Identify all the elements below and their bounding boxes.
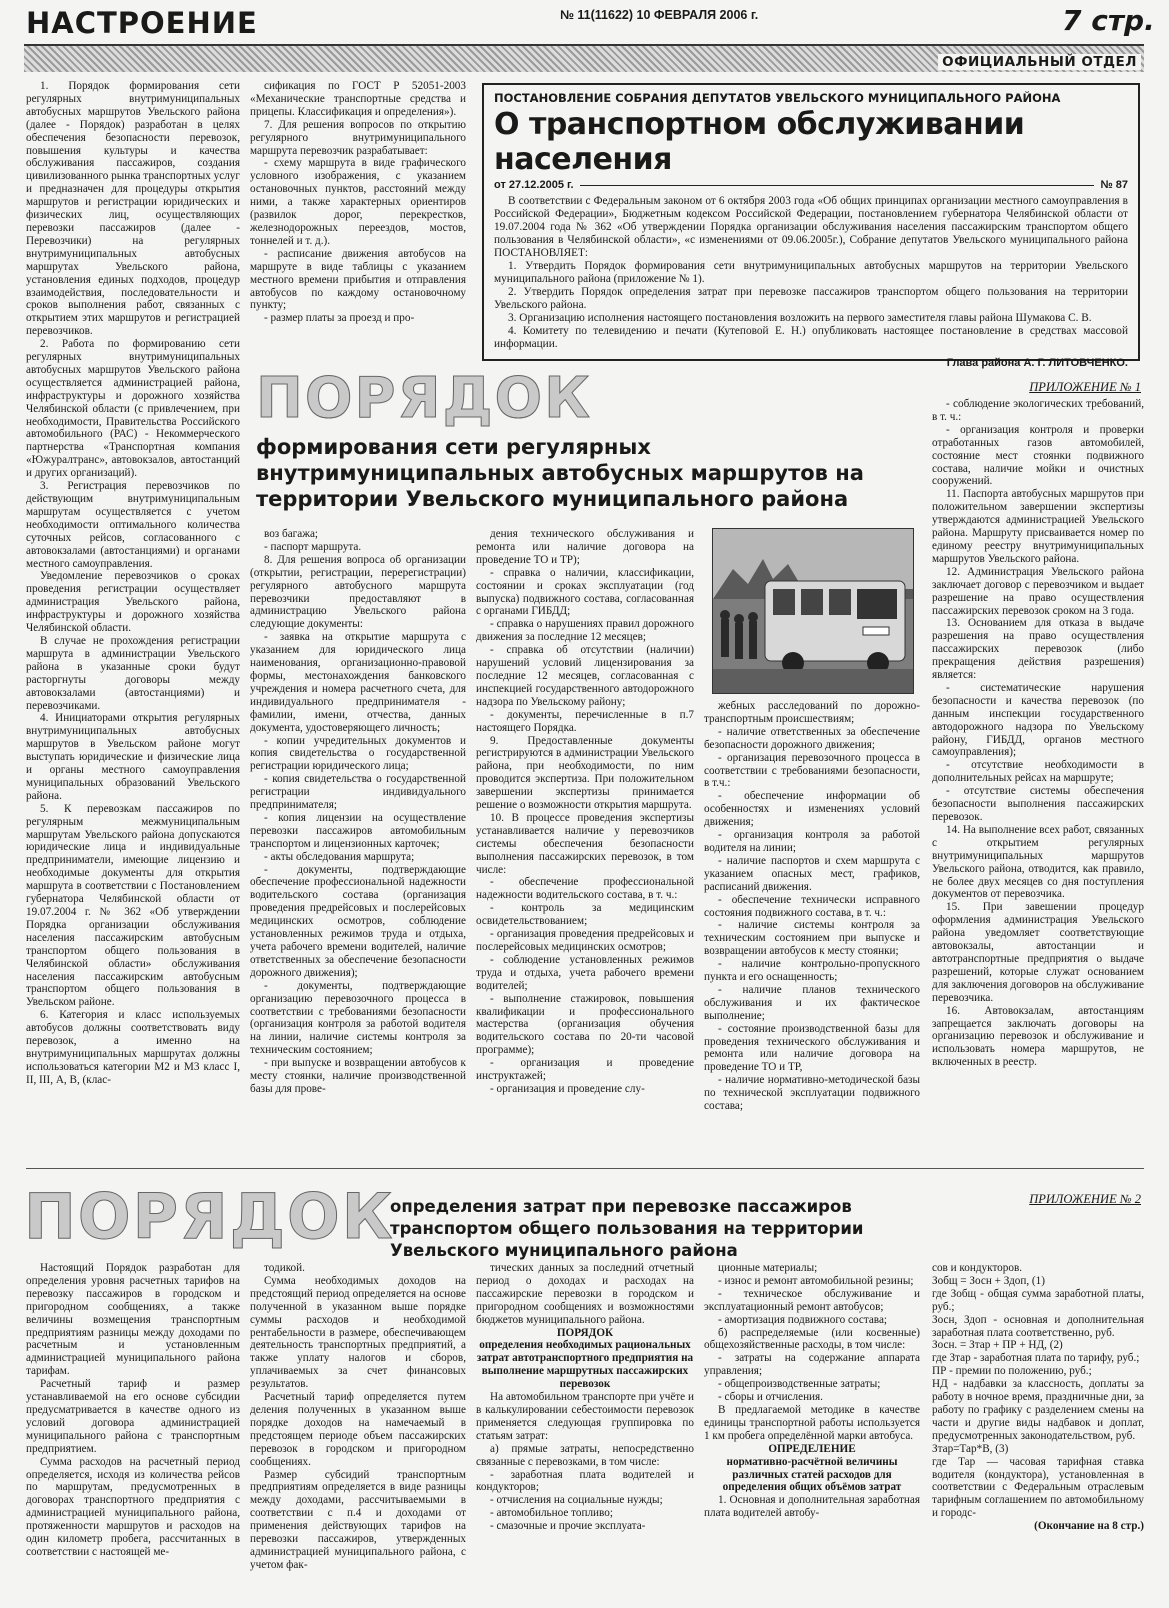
paragraph: 15. При завешении процедур оформления администрация Увельского района уведомляет соответствующие автовокзалы, автостанции и автотранспортные предприятия о выдаче разрешений, которые служат основанием для заключения договоров на обслуживание перевозчика.	[932, 901, 1144, 1004]
paragraph: - контроль за медицинским освидетельствованием;	[476, 902, 694, 928]
decree-paragraph: 4. Комитету по телевидению и печати (Кутеповой Е. Н.) опубликовать настоящее постановление в средствах массовой информации.	[494, 325, 1128, 350]
article2-column-1	[26, 1262, 240, 1602]
paragraph: - организация контроля за работой водителя на линии;	[704, 829, 920, 854]
article2-column-5	[932, 1262, 1144, 1602]
paragraph: - акты обследования маршрута;	[264, 850, 415, 863]
section2-big-heading: ПОРЯДОК	[24, 1180, 395, 1253]
decree-header: ПОСТАНОВЛЕНИЕ СОБРАНИЯ ДЕПУТАТОВ УВЕЛЬСКОГО МУНИЦИПАЛЬНОГО РАЙОНА	[494, 91, 1061, 105]
paragraph: - систематические нарушения безопасности и качества перевозок (по данным инспекции государственного автодорожного надзора по Увельскому району, ГИБДД, органов местного самоуправления);	[932, 681, 1144, 759]
paragraph: тических данных за последний отчетный период о доходах и расходах на пассажирские перевозки в городском и пригородном сообщениях и возможностями бюджетов муниципального района.	[476, 1262, 694, 1326]
article-column-2-top	[250, 80, 466, 362]
paragraph: - организация проведения предрейсовых и послерейсовых медицинских осмотров;	[476, 928, 694, 953]
decree-title: О транспортном обслуживании населения	[494, 107, 1025, 177]
paragraph: - организация контроля и проверки отработанных газов автомобилей, состояние мест стоянки подвижного состава, наличие мойки и очистных сооружений.	[932, 423, 1144, 488]
paragraph: - справка о наличии, классификации, состоянии и сроках эксплуатации (год выпуска) подвижного состава, согласованная с органами ГИБДД;	[476, 566, 694, 618]
paragraph: - состояние производственной базы для проведения технического обслуживания и ремонта или наличие договора на проведение ТО и ТР,	[704, 1022, 920, 1074]
paragraph: - техническое обслуживание и эксплуатационный ремонт автобусов;	[704, 1287, 920, 1313]
paragraph: Расчетный тариф определяется путем деления полученных в указанном выше порядке доходов на намечаемый в предстоящем периоде объем пассажирских перевозок в городском и пригородном сообщениях.	[250, 1391, 466, 1468]
paragraph: Зтар=Тар*В, (3)	[932, 1442, 1009, 1455]
paragraph: - автомобильное топливо;	[490, 1507, 613, 1520]
paragraph: 16. Автовокзалам, автостанциям запрещается заключать договоры на организацию перевозок и обслуживание и использовать номера маршрутов, не включенных в реестр.	[932, 1004, 1144, 1069]
paragraph: Зобщ = Зосн + Здоп, (1)	[932, 1274, 1045, 1287]
paragraph: - отсутствие необходимости в дополнительных рейсах на маршруте;	[932, 759, 1144, 785]
section-label: ОФИЦИАЛЬНЫЙ ОТДЕЛ	[938, 54, 1141, 70]
paragraph: - при выпуске и возвращении автобусов к месту стоянки, наличие производственной базы для прове-	[250, 1057, 466, 1095]
decree-date-row	[494, 179, 1128, 191]
paragraph: В предлагаемой методике в качестве единицы транспортной работы используется 1 км пробега определённой марки автобуса.	[704, 1403, 920, 1442]
paragraph: ПОРЯДОК	[556, 1326, 614, 1339]
paragraph: 11. Паспорта автобусных маршрутов при положительном завершении экспертизы утверждаются администрацией Увельского района. Маршруту присваивается номер по единому реестру внутримуниципальных маршрутов Увельского района.	[932, 488, 1144, 565]
paragraph: - документы, перечисленные в п.7 настоящего Порядка.	[476, 708, 694, 734]
paragraph: - документы, подтверждающие организацию перевозочного процесса в соответствии с требованиями безопасности (организация контроля за работой водителя на линии, наличие системы контроля за техническим состоянием;	[250, 979, 466, 1057]
paragraph: (Окончание на 8 стр.)	[1034, 1520, 1144, 1533]
paragraph: б) распределяемые (или косвенные) общехозяйственные расходы, в том числе:	[704, 1326, 920, 1352]
paragraph: 1. Основная и дополнительная заработная плата водителей автобу-	[704, 1494, 920, 1520]
paragraph: - смазочные и прочие эксплуата-	[490, 1520, 646, 1533]
section1-big-heading: ПОРЯДОК	[256, 366, 592, 431]
paragraph: - организация и проведение инструктажей;	[476, 1057, 694, 1083]
paragraph: где Зтар - заработная плата по тарифу, руб.;	[932, 1352, 1140, 1365]
paragraph: - обеспечение профессиональной надежности водительского состава, в т. ч.:	[476, 876, 694, 902]
paragraph: - заявка на открытие маршрута с указанием для юридического лица наименования, организационно-правовой формы, местонахождения банковского учреждения и номера расчетного счета, для индивидуального предпринимателя - фамилии, имени, отчества, данных документа, удостоверяющего личность;	[250, 631, 466, 734]
paragraph: - обеспечение технически исправного состояния подвижного состава, в т. ч.:	[704, 893, 920, 919]
paragraph: 9. Предоставленные документы регистрируются в администрации Увельского района, при необходимости, по ним проводится экспертиза. При положительном завершении экспертизы принимается решение о возможности открытия маршрута.	[476, 734, 694, 812]
paragraph: Размер субсидий транспортным предприятиям определяется в виде разницы между доходами, рассчитываемыми в соответствии с п.4 и доходами от применения действующих тарифов на перевозки пассажиров, утвержденных администрацией муниципального района, с учетом фак-	[250, 1468, 466, 1571]
paragraph: - заработная плата водителей и кондукторов;	[476, 1468, 694, 1494]
paragraph: 10. В процессе проведения экспертизы устанавливается наличие у перевозчиков системы обеспечения безопасности выполнения пассажирских перевозок, в том числе:	[476, 811, 694, 876]
paragraph: - общепроизводственные затраты;	[718, 1378, 881, 1391]
paragraph: - организация и проведение слу-	[490, 1082, 645, 1095]
paragraph: а) прямые затраты, непосредственно связанные с перевозками, в том числе:	[476, 1442, 694, 1468]
paragraph: - амортизация подвижного состава;	[718, 1313, 888, 1326]
appendix-2-label: ПРИЛОЖЕНИЕ № 2	[1029, 1192, 1141, 1206]
paragraph: Сумма необходимых доходов на предстоящий период определяется на основе полученной в указанном выше порядке суммы расходов и необходимой рентабельности в размере, обеспечивающем деятельность транспортных предприятий, а также уплату налогов и сборов, уплачиваемых за счет финансовых результатов.	[250, 1274, 466, 1391]
paragraph: ционные материалы;	[718, 1262, 818, 1274]
paragraph: - обеспечение информации об особенностях и изменениях условий движения;	[704, 790, 920, 829]
page-number: 7 стр.	[1062, 4, 1155, 37]
article-column-2	[250, 528, 466, 1162]
paragraph: 5. К перевозкам пассажиров по регулярным межмуниципальным маршрутам Увельского района допускаются юридические лица и индивидуальные предприниматели, имеющие лицензию и необходимые документы для открытия маршрута в соответствии с Постановлением губернатора Челябинской области от 19.07.2004 г. № 362 «Об утверждении Порядка организации обслуживания населения пассажирским автобусным транспортом общего пользования в Челябинской области» обслуживания населения пассажирским автобусным транспортом общего пользования в Увельском районе.	[26, 802, 240, 1009]
paragraph: тодикой.	[264, 1262, 305, 1274]
paragraph: нормативно-расчётной величины различных статей расходов для определения общих объёмов затрат	[722, 1455, 902, 1494]
paragraph: определения необходимых рациональных затрат автотранспортного предприятия на выполнение маршрутных пассажирских перевозок	[476, 1339, 694, 1391]
paragraph: - организация перевозочного процесса в соответствии с требованиями безопасности, в т.ч.:	[704, 751, 920, 790]
paragraph: - наличие контрольно-пропускного пункта и его оснащенность;	[704, 958, 920, 984]
article2-column-4	[704, 1262, 920, 1602]
paragraph: 14. На выполнение всех работ, связанных с открытием регулярных внутримуниципальных маршрутов Увельского района, отводится, как правило, не более двух месяцев со дня поступления документов от перевозчика.	[932, 823, 1144, 901]
paragraph: - наличие нормативно-методической базы по технической эксплуатации подвижного состава;	[704, 1074, 920, 1113]
paragraph: ОПРЕДЕЛЕНИЕ	[768, 1442, 856, 1455]
bus-photo	[712, 528, 914, 694]
paragraph: 4. Инициаторами открытия регулярных внутримуниципальных автобусных маршрутов в Увельском районе могут выступать юридические и физические лица и органы местного самоуправления муниципальных образований Увельского района.	[26, 712, 240, 802]
paragraph: Зосн. = Зтар + ПР + НД, (2)	[932, 1339, 1063, 1352]
decree-signature: Глава района А. Г. ЛИТОВЧЕНКО.	[946, 357, 1128, 369]
paragraph: 13. Основанием для отказа в выдаче разрешения на право осуществления пассажирских перевозок (либо прекращения действия разрешения) является:	[932, 617, 1144, 682]
section-divider	[26, 1168, 1144, 1169]
paragraph: - справка об отсутствии (наличии) нарушений условий лицензирования за последние 12 месяцев, согласованная с инспекцией государственного автодорожного надзора по Увельскому району;	[476, 644, 694, 708]
paragraph: Уведомление перевозчиков о сроках проведения регистрации осуществляет администрация Увельского района, инфраструктуры и дорожного хозяйства Челябинской области.	[26, 570, 240, 635]
paragraph: - расписание движения автобусов на маршруте в виде таблицы с указанием местного времени прибытия и отправления автобусов по каждому остановочному пункту;	[250, 247, 466, 312]
paragraph: В случае не прохождения регистрации маршрута в администрации Увельского района в указанные сроки будут расторгнуты договоры между автовокзалами (автостанциями) и перевозчиками.	[26, 634, 240, 712]
paragraph: 3. Регистрация перевозчиков по действующим внутримуниципальным маршрутам осуществляется с учетом необходимости оптимального количества суточных рейсов, согласованного с автовокзалами (автостанциями) и органами местного самоуправления.	[26, 480, 240, 570]
paragraph: - наличие системы контроля за техническим состоянием при выпуске и возвращении автобусов к месту стоянки;	[704, 919, 920, 958]
paragraph: - справка о нарушениях правил дорожного движения за последние 12 месяцев;	[476, 618, 694, 644]
paragraph: - наличие ответственных за обеспечение безопасности дорожного движения;	[704, 725, 920, 751]
paragraph: жебных расследований по дорожно-транспортным происшествиям;	[704, 700, 920, 725]
paragraph: - выполнение стажировок, повышения квалификации и профессионального мастерства (организация обучения водительского состава по 20-ти часовой программе);	[476, 992, 694, 1057]
paragraph: ПР - премии по положению, руб.;	[932, 1365, 1092, 1378]
paragraph: - копии учредительных документов и копия свидетельства о государственной регистрации юридического лица;	[250, 734, 466, 773]
paragraph: - наличие паспортов и схем маршрута с указанием опасных мест, графиков, расписаний движения.	[704, 854, 920, 893]
section2-subtitle: определения затрат при перевозке пассажиров транспортом общего пользования на территории Увельского муниципального района	[390, 1197, 864, 1260]
paragraph: Сумма расходов на расчетный период определяется, исходя из количества рейсов по маршрутам, предусмотренных в договорах транспортного предприятия с администрацией муниципального района, протяженности маршрутов и расходов на один километр пробега, рассчитанных в соответствии с настоящей ме-	[26, 1455, 240, 1558]
article-column-3	[476, 528, 694, 1162]
paragraph: где Тар — часовая тарифная ставка водителя (кондуктора), установленная в соответствии с Федеральным отраслевым тарифным соглашением по автомобильному и городс-	[932, 1455, 1144, 1520]
section1-subtitle: формирования сети регулярных внутримуниципальных автобусных маршрутов на территории Увельского муниципального района	[256, 435, 864, 511]
article-column-1	[26, 80, 240, 1162]
paragraph: - затраты на содержание аппарата управления;	[704, 1352, 920, 1378]
paragraph: - отчисления на социальные нужды;	[490, 1494, 663, 1507]
decree-date-line	[580, 185, 1095, 186]
paragraph: - копия лицензии на осуществление перевозки пассажиров автомобильным транспортом и лицензионных карточек;	[250, 811, 466, 850]
paragraph: - износ и ремонт автомобильной резины;	[718, 1274, 914, 1287]
paragraph: - паспорт маршрута.	[264, 540, 362, 553]
paragraph: 12. Администрация Увельского района заключает договор с перевозчиком и выдает разрешение на право осуществления пассажирских перевозок сроком на 3 года.	[932, 565, 1144, 617]
decree-number: № 87	[1100, 179, 1128, 191]
paragraph: - отсутствие системы обеспечения безопасности выполнения пассажирских перевозок.	[932, 785, 1144, 823]
issue-info: № 11(11622) 10 ФЕВРАЛЯ 2006 г.	[560, 8, 759, 22]
paragraph: На автомобильном транспорте при учёте и в калькулировании себестоимости перевозок применяется следующая группировка по статьям затрат:	[476, 1391, 694, 1442]
decree-body	[494, 195, 1128, 351]
paragraph: 2. Работа по формированию сети регулярных внутримуниципальных автобусных маршрутов Увельского района осуществляется администрацией района, инфраструктуры и дорожного хозяйства Челябинской области (с привлечением, при необходимости, Правительства Российского автомобильного (РАС) - Некоммерческого партнерства «Транспортная компания «Южуралтранс», автовокзалов, автостанций и других организаций).	[26, 338, 240, 480]
paragraph: воз багажа;	[264, 528, 319, 540]
paragraph: 6. Категория и класс используемых автобусов должны соответствовать виду перевозок, а именно на внутримуниципальных маршрутах должны использоваться категории М2 и М3 класс I, II, III, А, В, (клас-	[26, 1009, 240, 1086]
article2-column-2	[250, 1262, 466, 1602]
decree-paragraph: 3. Организацию исполнения настоящего постановления возложить на первого заместителя главы района Шумакова С. В.	[508, 312, 1092, 324]
decree-paragraph: 1. Утвердить Порядок формирования сети внутримуниципальных автобусных маршрутов на территории Увельского муниципального района (приложение № 1).	[494, 260, 1128, 285]
paragraph: - схему маршрута в виде графического условного изображения, с указанием остановочных пунктов, расстояний между ними, а также характерных ориентиров (развилок дорог, перекрестков, железнодорожных переездов, мостов, тоннелей и т. д.).	[250, 157, 466, 247]
decree-paragraph: 2. Утвердить Порядок определения затрат при перевозке пассажиров транспортом общего пользования на территории Увельского района.	[494, 286, 1128, 311]
decree-box	[482, 83, 1140, 369]
paragraph: Зосн, Здоп - основная и дополнительная заработная плата соответственно, руб.	[932, 1313, 1144, 1339]
appendix-1-label: ПРИЛОЖЕНИЕ № 1	[1029, 380, 1141, 394]
paragraph: НД - надбавки за классность, доплаты за работу в ночное время, праздничные дни, за работу по графику с разделением смены на части и другие виды надбавок и доплат, предусмотренных законодательством, руб.	[932, 1378, 1144, 1442]
article2-column-3	[476, 1262, 694, 1602]
paragraph: Расчетный тариф и размер устанавливаемой на его основе субсидии предусматривается в качестве одного из условий договора администрацией муниципального района с транспортным предприятием.	[26, 1378, 240, 1455]
paragraph: сификация по ГОСТ Р 52051-2003 «Механические транспортные средства и прицепы. Классификация и определения»).	[250, 80, 466, 118]
newspaper-title: НАСТРОЕНИЕ	[26, 6, 258, 40]
paragraph: - наличие планов технического обслуживания и их фактическое выполнение;	[704, 983, 920, 1022]
paragraph: где Зобщ - общая сумма заработной платы, руб.;	[932, 1287, 1144, 1313]
paragraph: - соблюдение установленных режимов труда и отдыха, учета рабочего времени водителей;	[476, 953, 694, 992]
decree-paragraph: В соответствии с Федеральным законом от 6 октября 2003 года «Об общих принципах организации местного самоуправления в Российской Федерации», Бюджетным кодексом Российской Федерации, постановлением губернатора Челябинской области от 19.07.2004 года № 362 «Об утверждении Порядка организации обслуживания населения пассажирским транспортом общего пользования в Челябинской области», «с изменениями от 09.06.2005г.), Собрание депутатов Увельского муниципального района ПОСТАНОВЛЯЕТ:	[494, 195, 1128, 259]
paragraph: 8. Для решения вопроса об организации (открытии, регистрации, перерегистрации) регулярного автобусного маршрута перевозчики предоставляют в администрацию Увельского района следующие документы:	[250, 553, 466, 631]
paragraph: - сборы и отчисления.	[718, 1391, 823, 1404]
paragraph: - копия свидетельства о государственной регистрации индивидуального предпринимателя;	[250, 773, 466, 812]
paragraph: - документы, подтверждающие обеспечение профессиональной надежности водительского состава (организация проведения предрейсовых и послерейсовых медицинских осмотров, соблюдение установленных режимов труда и отдыха, учета рабочего времени водителей, наличие ответственных за обеспечение безопасности дорожного движения);	[250, 863, 466, 979]
paragraph: сов и кондукторов.	[932, 1262, 1023, 1274]
decree-date: от 27.12.2005 г.	[494, 179, 574, 191]
paragraph: Настоящий Порядок разработан для определения уровня расчетных тарифов на перевозку пассажиров в городском и пригородном сообщениях, а также величины возмещения транспортным предприятиям разницы между доходами по расчетным и установленным администрацией муниципального района тарифам.	[26, 1262, 240, 1378]
article-column-4	[704, 700, 920, 1162]
paragraph: дения технического обслуживания и ремонта или наличие договора на проведение ТО и ТР);	[476, 528, 694, 566]
paragraph: 1. Порядок формирования сети регулярных внутримуниципальных автобусных маршрутов Увельского района (далее - Порядок) разработан в целях обеспечения безопасности перевозок, повышения культуры и качества обслуживания пассажиров, создания цивилизованного рынка транспортных услуг и предназначен для процедуры открытия маршрутов и регистрации юридических и физических лиц, осуществляющих перевозки пассажиров (далее - Перевозчики) на регулярных внутримуниципальных автобусных маршрутах Увельского района, установления единых подходов, процедур взаимодействия, последовательности и сроков выполнения работ, связанных с открытием этих маршрутов и регистрацией перевозчиков.	[26, 80, 240, 338]
paragraph: 7. Для решения вопросов по открытию регулярного внутримуниципального маршрута перевозчик разрабатывает:	[250, 118, 466, 157]
paragraph: - размер платы за проезд и про-	[264, 312, 415, 325]
paragraph: - соблюдение экологических требований, в т. ч.:	[932, 398, 1144, 423]
article-column-5	[932, 398, 1144, 1162]
